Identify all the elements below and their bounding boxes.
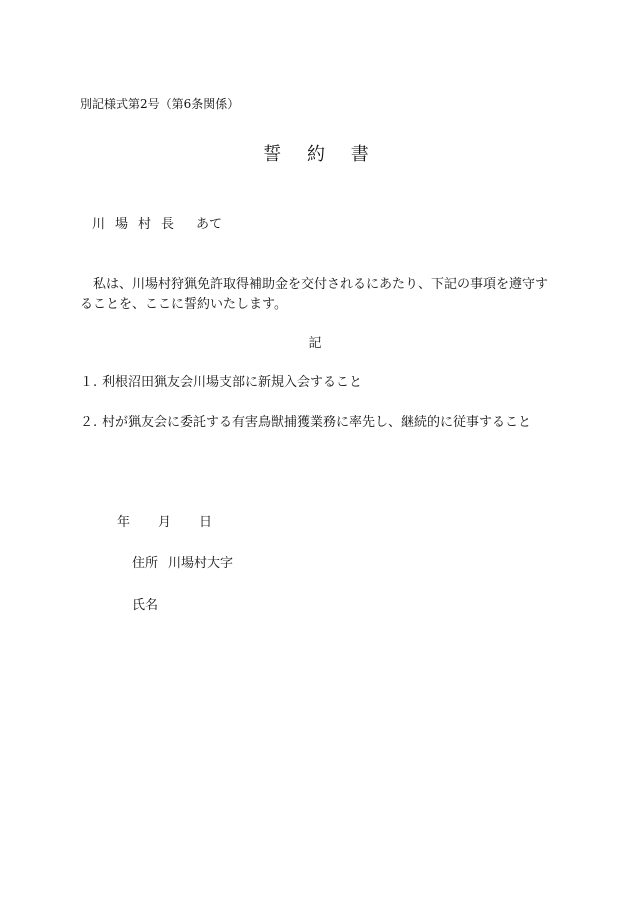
list-item (80, 374, 362, 392)
item-number: ２. (80, 415, 98, 430)
date-line (117, 514, 212, 532)
name-label: 氏名 (132, 598, 159, 613)
address-label: 住所 (132, 556, 159, 571)
form-number: 別記様式第2号（第6条関係） (80, 97, 240, 111)
pledge-text: 私は、川場村狩猟免許取得補助金を交付されるにあたり、下記の事項を遵守することを、ここに誓約いたします。 (80, 277, 549, 312)
year-label: 年 (117, 515, 131, 530)
ki-label: 記 (308, 336, 322, 351)
month-label: 月 (158, 515, 172, 530)
addressee-name: 川場村長 (92, 217, 185, 232)
item-number: １. (80, 375, 98, 390)
name-line (132, 597, 158, 615)
addressee-suffix: あて (196, 217, 223, 232)
item-text: 利根沼田猟友会川場支部に新規入会すること (102, 375, 363, 390)
day-label: 日 (199, 515, 213, 530)
address-line (132, 555, 233, 573)
document-title: 誓 約 書 (263, 144, 379, 165)
addressee (92, 216, 222, 234)
list-item (80, 414, 531, 432)
item-text: 村が猟友会に委託する有害鳥獣捕獲業務に率先し、継続的に従事すること (102, 415, 532, 430)
address-value: 川場村大字 (168, 556, 234, 571)
